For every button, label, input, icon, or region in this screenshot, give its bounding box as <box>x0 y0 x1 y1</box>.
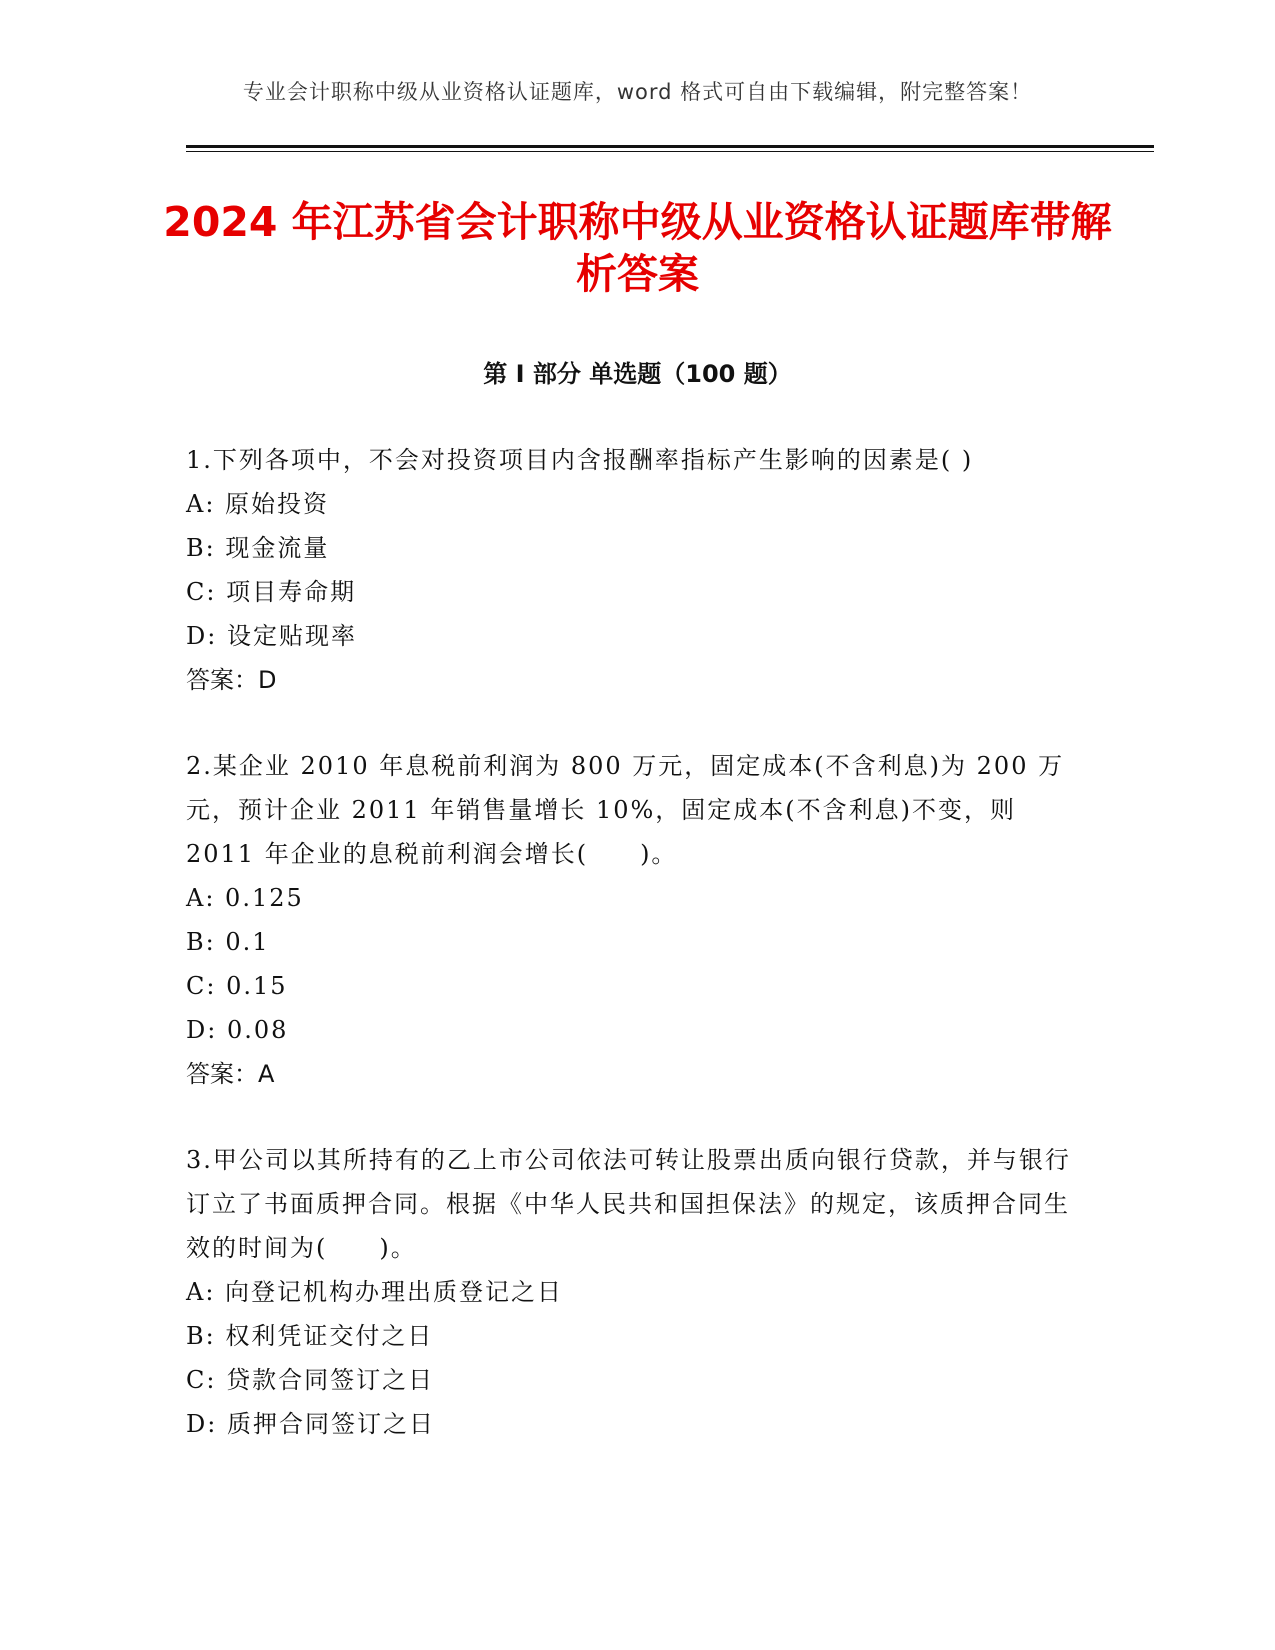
section-heading: 第 I 部分 单选题（100 题） <box>483 360 792 388</box>
option-a: A: 0.125 <box>186 884 304 912</box>
question-item <box>186 744 1086 1096</box>
option-d: D: 设定贴现率 <box>186 622 357 650</box>
option-c: C: 贷款合同签订之日 <box>186 1366 435 1394</box>
question-stem: 3.甲公司以其所持有的乙上市公司依法可转让股票出质向银行贷款，并与银行订立了书面质押合同。根据《中华人民共和国担保法》的规定，该质押合同生效的时间为( )。 <box>186 1146 1071 1262</box>
header-note: 专业会计职称中级从业资格认证题库，word 格式可自由下载编辑，附完整答案！ <box>242 80 1033 104</box>
option-b: B: 权利凭证交付之日 <box>186 1322 434 1350</box>
question-item <box>186 438 1086 702</box>
document-title: 2024 年江苏省会计职称中级从业资格认证题库带解析答案 <box>163 198 1112 298</box>
option-c: C: 项目寿命期 <box>186 578 357 606</box>
question-stem: 1.下列各项中，不会对投资项目内含报酬率指标产生影响的因素是( ) <box>186 446 974 474</box>
option-b: B: 现金流量 <box>186 534 330 562</box>
option-c: C: 0.15 <box>186 972 288 1000</box>
option-a: A: 原始投资 <box>186 490 330 518</box>
question-list <box>186 438 1086 1446</box>
option-b: B: 0.1 <box>186 928 270 956</box>
option-a: A: 向登记机构办理出质登记之日 <box>186 1278 564 1306</box>
answer-line: 答案：D <box>186 666 277 694</box>
header-divider <box>186 145 1154 148</box>
header-divider-thin <box>186 151 1154 152</box>
answer-line: 答案：A <box>186 1060 275 1088</box>
question-stem: 2.某企业 2010 年息税前利润为 800 万元，固定成本(不含利息)为 200 万元，预计企业 2011 年销售量增长 10%，固定成本(不含利息)不变，则 2011 年企业的息税前利润会增长( )。 <box>186 752 1065 868</box>
option-d: D: 0.08 <box>186 1016 289 1044</box>
question-spacer <box>186 1096 1086 1138</box>
question-spacer <box>186 702 1086 744</box>
question-item <box>186 1138 1086 1446</box>
option-d: D: 质押合同签订之日 <box>186 1410 435 1438</box>
